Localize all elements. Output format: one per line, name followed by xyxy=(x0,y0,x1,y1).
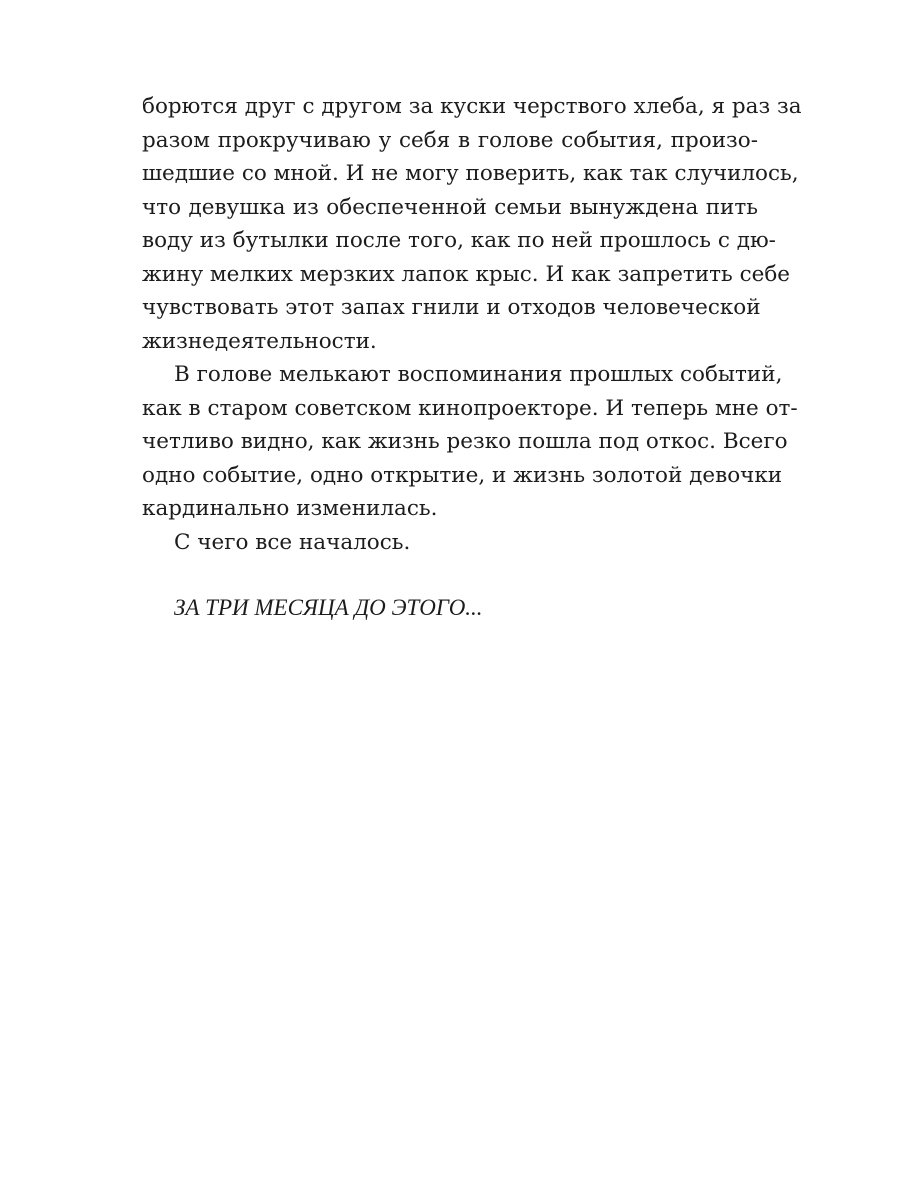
text-line: разом прокручиваю у себя в голове события, произо- xyxy=(142,127,758,153)
text-line: жизнедеятельности. xyxy=(142,328,377,354)
chapter-heading: ЗА ТРИ МЕСЯЦА ДО ЭТОГО... xyxy=(174,595,483,620)
text-line: В голове мелькают воспоминания прошлых событий, xyxy=(174,362,783,387)
text-line: шедшие со мной. И не могу поверить, как так случилось, xyxy=(142,161,799,186)
text-line: воду из бутылки после того, как по ней прошлось с дю- xyxy=(142,228,776,253)
paragraph xyxy=(142,90,802,358)
text-line: борются друг с другом за куски черствого хлеба, я раз за xyxy=(142,94,802,119)
text-line: что девушка из обеспеченной семьи вынуждена пить xyxy=(142,194,758,220)
text-line: жину мелких мерзких лапок крыс. И как запретить себе xyxy=(142,261,791,287)
text-line: четливо видно, как жизнь резко пошла под откос. Всего xyxy=(142,429,788,454)
page-body xyxy=(142,90,802,559)
text-line: чувствовать этот запах гнили и отходов человеческой xyxy=(142,295,761,320)
text-line: одно событие, одно открытие, и жизнь золотой девочки xyxy=(142,462,783,488)
paragraph xyxy=(142,358,798,526)
paragraph xyxy=(142,526,758,560)
text-line: С чего все началось. xyxy=(174,529,411,555)
text-line: кардинально изменилась. xyxy=(142,496,438,521)
text-line: как в старом советском кинопроекторе. И теперь мне от- xyxy=(142,395,798,421)
